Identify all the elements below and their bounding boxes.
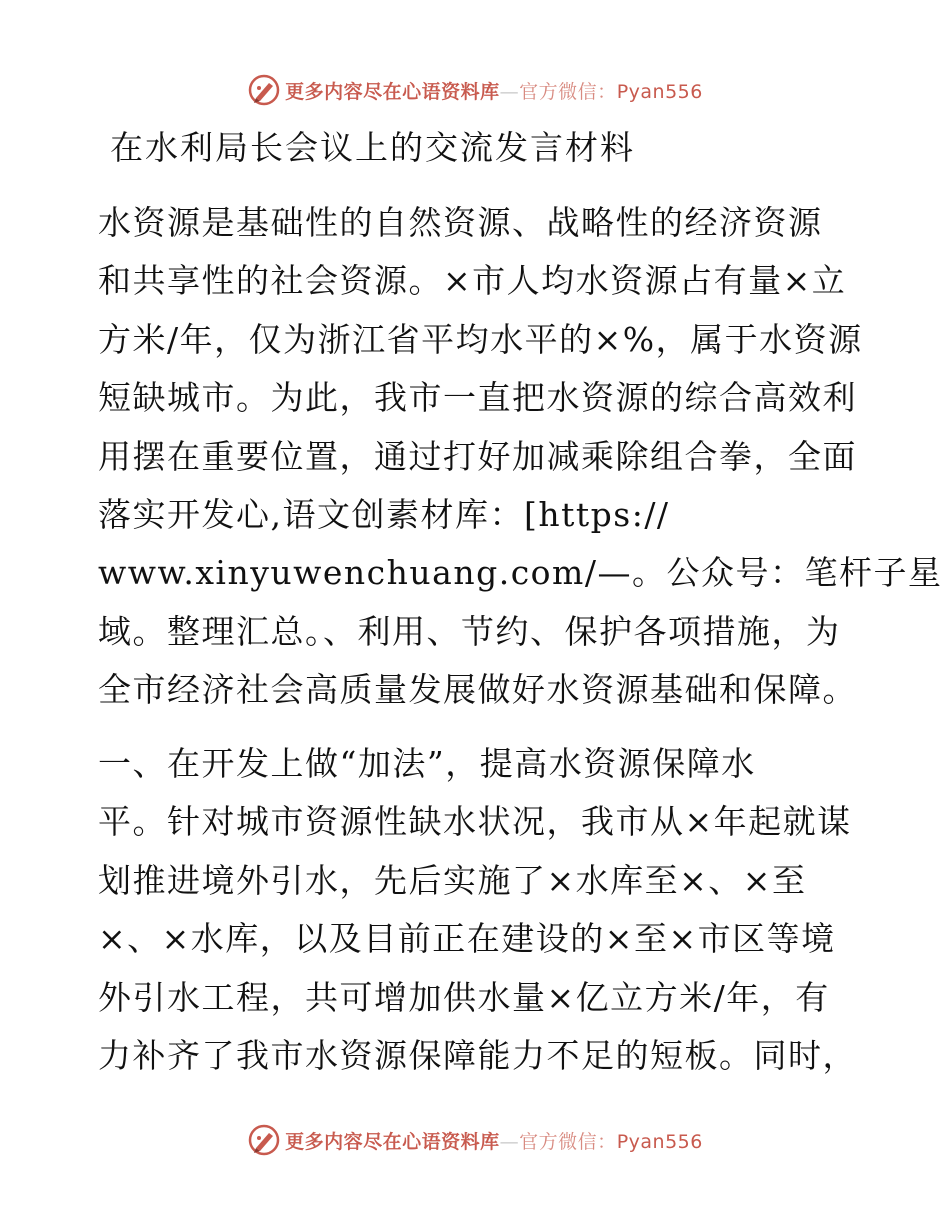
text-line: 全市经济社会高质量发展做好水资源基础和保障。	[98, 670, 857, 710]
text-line: 水资源是基础性的自然资源、战略性的经济资源	[98, 203, 823, 242]
watermark-account: Pyan556	[616, 1130, 703, 1153]
watermark-footer	[0, 1120, 950, 1160]
text-line: 短缺城市。为此，我市一直把水资源的综合高效利	[98, 378, 857, 418]
text-line: 外引水工程，共可增加供水量×亿立方米/年，有	[98, 977, 830, 1017]
watermark-separator: —	[499, 1130, 520, 1153]
watermark-site: 更多内容尽在心语资料库	[285, 80, 500, 103]
paragraph-section-one	[98, 735, 858, 1085]
text-line: 用摆在重要位置，通过打好加减乘除组合拳，全面	[98, 436, 857, 476]
watermark-text	[285, 77, 703, 104]
text-line: 划推进境外引水，先后实施了×水库至×、×至	[98, 860, 807, 900]
text-line: 平。针对城市资源性缺水状况，我市从×年起就谋	[98, 802, 852, 842]
text-line: 一、在开发上做“加法”，提高水资源保障水	[98, 744, 756, 783]
watermark-label: 官方微信：	[519, 1130, 617, 1153]
text-line: 和共享性的社会资源。×市人均水资源占有量×立	[98, 261, 847, 301]
watermark-text	[285, 1127, 703, 1154]
text-line: 落实开发心,语文创素材库：[https://	[98, 495, 670, 535]
watermark-site: 更多内容尽在心语资料库	[285, 1130, 500, 1153]
text-line: 方米/年，仅为浙江省平均水平的×%，属于水资源	[98, 319, 863, 359]
pen-logo-icon	[247, 73, 281, 107]
document-title: 在水利局长会议上的交流发言材料	[110, 128, 635, 167]
watermark-header	[0, 70, 950, 110]
text-line: www.xinyuwenchuang.com/—。公众号：笔杆子星	[98, 553, 943, 593]
text-line: 力补齐了我市水资源保障能力不足的短板。同时，	[98, 1036, 857, 1076]
text-line: 域。整理汇总。、利用、节约、保护各项措施，为	[98, 611, 841, 651]
pen-logo-icon	[247, 1123, 281, 1157]
watermark-separator: —	[499, 80, 520, 103]
paragraph-intro	[98, 194, 943, 720]
watermark-account: Pyan556	[616, 80, 703, 103]
text-line: ×、×水库，以及目前正在建设的×至×市区等境	[98, 919, 836, 959]
watermark-label: 官方微信：	[519, 80, 617, 103]
